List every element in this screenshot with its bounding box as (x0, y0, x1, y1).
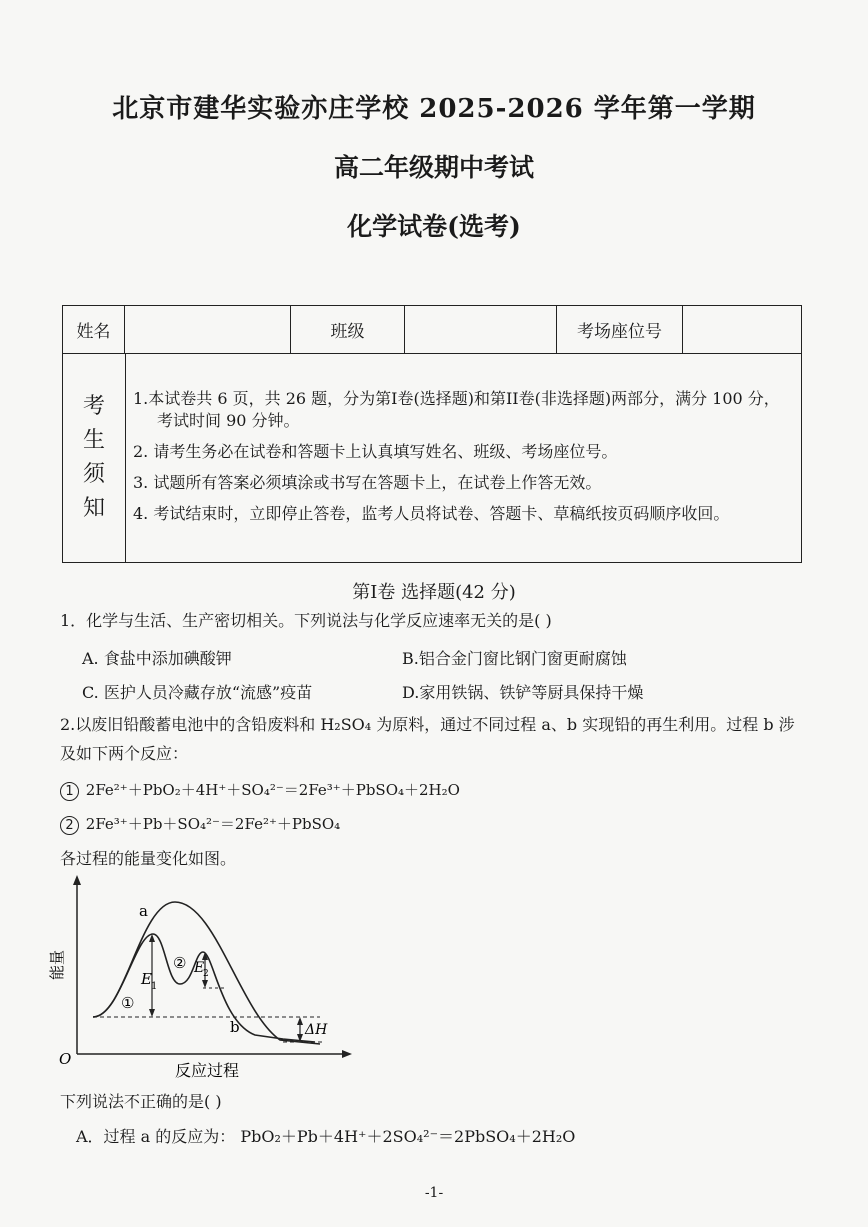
x-axis-arrow (342, 1050, 352, 1058)
energy-diagram (48, 872, 355, 1082)
label-e1: E (141, 970, 152, 988)
notice-item: 2. 请考生务必在试卷和答题卡上认真填写姓名、班级、考场座位号。 (133, 442, 618, 461)
notice-text: 1.本试卷共 6 页，共 26 题，分为第I卷(选择题)和第II卷(非选择题)两部分，满分 100 分， (133, 389, 780, 408)
label-e1-sub: 1 (151, 981, 158, 992)
notice-heading-char: 知 (82, 495, 105, 521)
equation-text: 2Fe²⁺＋PbO₂＋4H⁺＋SO₄²⁻＝2Fe³⁺＋PbSO₄＋2H₂O (85, 781, 460, 799)
label-step-2: ② (173, 954, 187, 972)
notice-list (133, 388, 791, 534)
info-table (62, 305, 802, 563)
q2-equation-1 (60, 779, 460, 801)
label-e2-sub: 2 (203, 969, 209, 979)
name-field[interactable] (125, 306, 291, 353)
page-number: -1- (424, 1185, 444, 1201)
q2-figure-intro: 各过程的能量变化如图。 (60, 849, 237, 868)
label-a: a (139, 902, 148, 920)
exam-title: 高二年级期中考试 (333, 153, 534, 182)
q1-option-a: A. 食盐中添加碘酸钾 (82, 649, 232, 668)
y-axis-arrow (73, 875, 81, 885)
q2-stem-line2: 及如下两个反应： (60, 744, 189, 763)
school-title: 北京市建华实验亦庄学校 2025-2026 学年第一学期 (112, 94, 756, 124)
label-e2: E (194, 960, 205, 976)
equation-text: 2Fe³⁺＋Pb＋SO₄²⁻＝2Fe²⁺＋PbSO₄ (85, 815, 341, 833)
notice-item (133, 388, 791, 432)
q1-option-c: C. 医护人员冷藏存放“流感”疫苗 (82, 683, 313, 702)
class-label: 班级 (291, 306, 405, 353)
y-axis-label: 能量 (48, 949, 66, 980)
notice-heading-char: 须 (82, 461, 105, 487)
circled-number: 1 (60, 782, 79, 801)
info-row (63, 306, 801, 354)
seat-field[interactable] (683, 306, 801, 353)
q1-stem: 1．化学与生活、生产密切相关。下列说法与化学反应速率无关的是( ) (60, 611, 552, 630)
q1-option-d: D.家用铁锅、铁铲等厨具保持干燥 (402, 683, 644, 702)
q2-stem-line1: 2.以废旧铅酸蓄电池中的含铅废料和 H₂SO₄ 为原料，通过不同过程 a、b 实现铅的再生利用。过程 b 涉 (60, 715, 795, 734)
q2-prompt: 下列说法不正确的是( ) (60, 1092, 222, 1111)
section-title: 第I卷 选择题(42 分) (352, 582, 516, 603)
q1-option-b: B.铝合金门窗比钢门窗更耐腐蚀 (402, 649, 627, 668)
notice-heading (63, 353, 126, 562)
label-dh: ΔH (305, 1022, 328, 1038)
paper-title: 化学试卷(选考) (347, 212, 521, 241)
q2-equation-2 (60, 813, 340, 835)
x-axis-label: 反应过程 (175, 1061, 240, 1080)
circled-number: 2 (60, 816, 79, 835)
seat-label: 考场座位号 (557, 306, 683, 353)
label-b: b (230, 1018, 240, 1036)
label-step-1: ① (121, 994, 135, 1012)
name-label: 姓名 (63, 306, 125, 353)
notice-text: 考试时间 90 分钟。 (157, 411, 300, 430)
notice-heading-char: 生 (82, 427, 105, 453)
q2-option-a: A．过程 a 的反应为： PbO₂＋Pb＋4H⁺＋2SO₄²⁻＝2PbSO₄＋2H₂O (76, 1127, 576, 1146)
notice-item: 4. 考试结束时，立即停止答卷，监考人员将试卷、答题卡、草稿纸按页码顺序收回。 (133, 504, 730, 523)
origin-label: O (59, 1050, 72, 1068)
class-field[interactable] (405, 306, 557, 353)
notice-item: 3. 试题所有答案必须填涂或书写在答题卡上，在试卷上作答无效。 (133, 473, 602, 492)
notice-heading-char: 考 (82, 393, 105, 419)
